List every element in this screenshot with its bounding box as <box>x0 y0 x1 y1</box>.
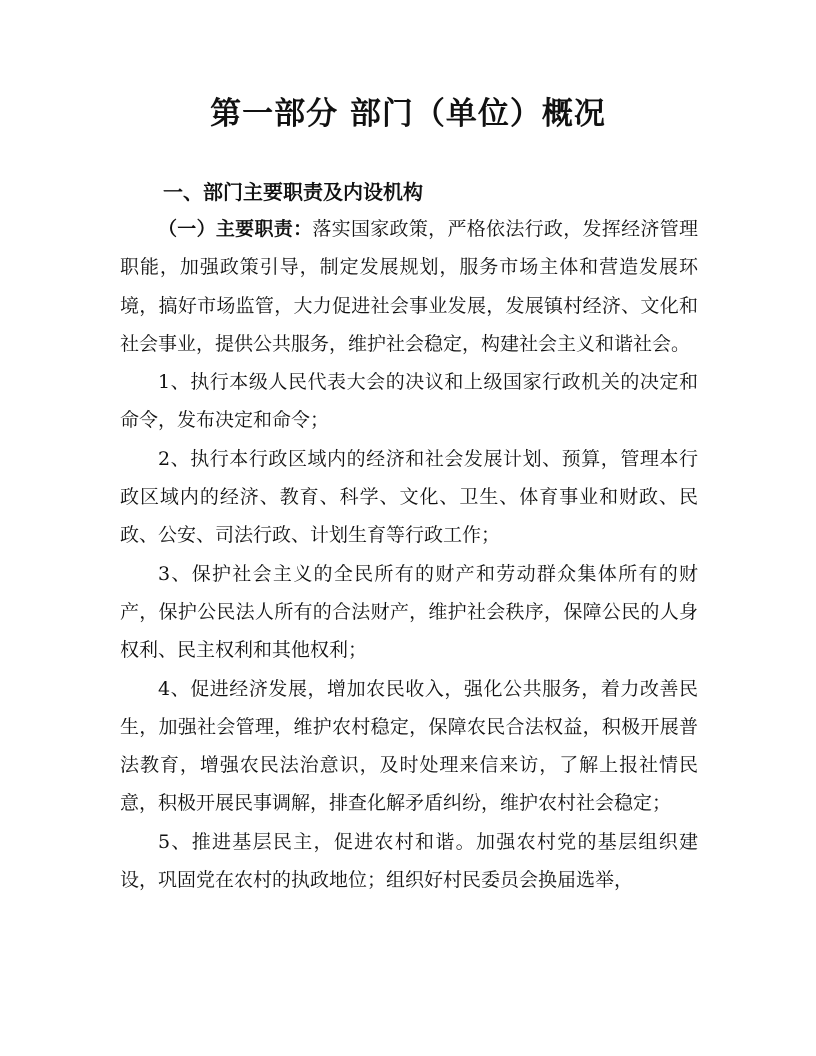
paragraph-duty-5 <box>120 823 698 900</box>
paragraph-duty-2 <box>120 440 698 555</box>
paragraph-text: 4、促进经济发展，增加农民收入，强化公共服务，着力改善民生，加强社会管理，维护农村稳定，保障农民合法权益，积极开展普法教育，增强农民法治意识，及时处理来信来访，了解上报社情民意，积极开展民事调解，排查化解矛盾纠纷，维护农村社会稳定； <box>120 677 698 815</box>
paragraph-duty-1 <box>120 363 698 440</box>
section-heading: 一、部门主要职责及内设机构 <box>163 180 423 204</box>
document-body <box>120 210 698 899</box>
paragraph-duty-4 <box>120 670 698 823</box>
paragraph-text: 5、推进基层民主，促进农村和谐。加强农村党的基层组织建设，巩固党在农村的执政地位；组织好村民委员会换届选举， <box>120 830 698 892</box>
page-title: 第一部分 部门（单位）概况 <box>210 96 606 132</box>
paragraph-lead: （一）主要职责： <box>158 218 313 240</box>
paragraph-text: 3、保护社会主义的全民所有的财产和劳动群众集体所有的财产，保护公民法人所有的合法财产，维护社会秩序，保障公民的人身权利、民主权利和其他权利； <box>120 562 698 662</box>
paragraph-duty-3 <box>120 555 698 670</box>
paragraph-text: 2、执行本行政区域内的经济和社会发展计划、预算，管理本行政区域内的经济、教育、科学、文化、卫生、体育事业和财政、民政、公安、司法行政、计划生育等行政工作； <box>120 447 698 547</box>
paragraph-text: 落实国家政策，严格依法行政，发挥经济管理职能，加强政策引导，制定发展规划，服务市场主体和营造发展环境，搞好市场监管，大力促进社会事业发展，发展镇村经济、文化和社会事业，提供公共服务，维护社会稳定，构建社会主义和谐社会。 <box>120 218 698 355</box>
paragraph-text: 1、执行本级人民代表大会的决议和上级国家行政机关的决定和命令，发布决定和命令； <box>120 371 698 432</box>
paragraph-main-duties <box>120 210 698 363</box>
